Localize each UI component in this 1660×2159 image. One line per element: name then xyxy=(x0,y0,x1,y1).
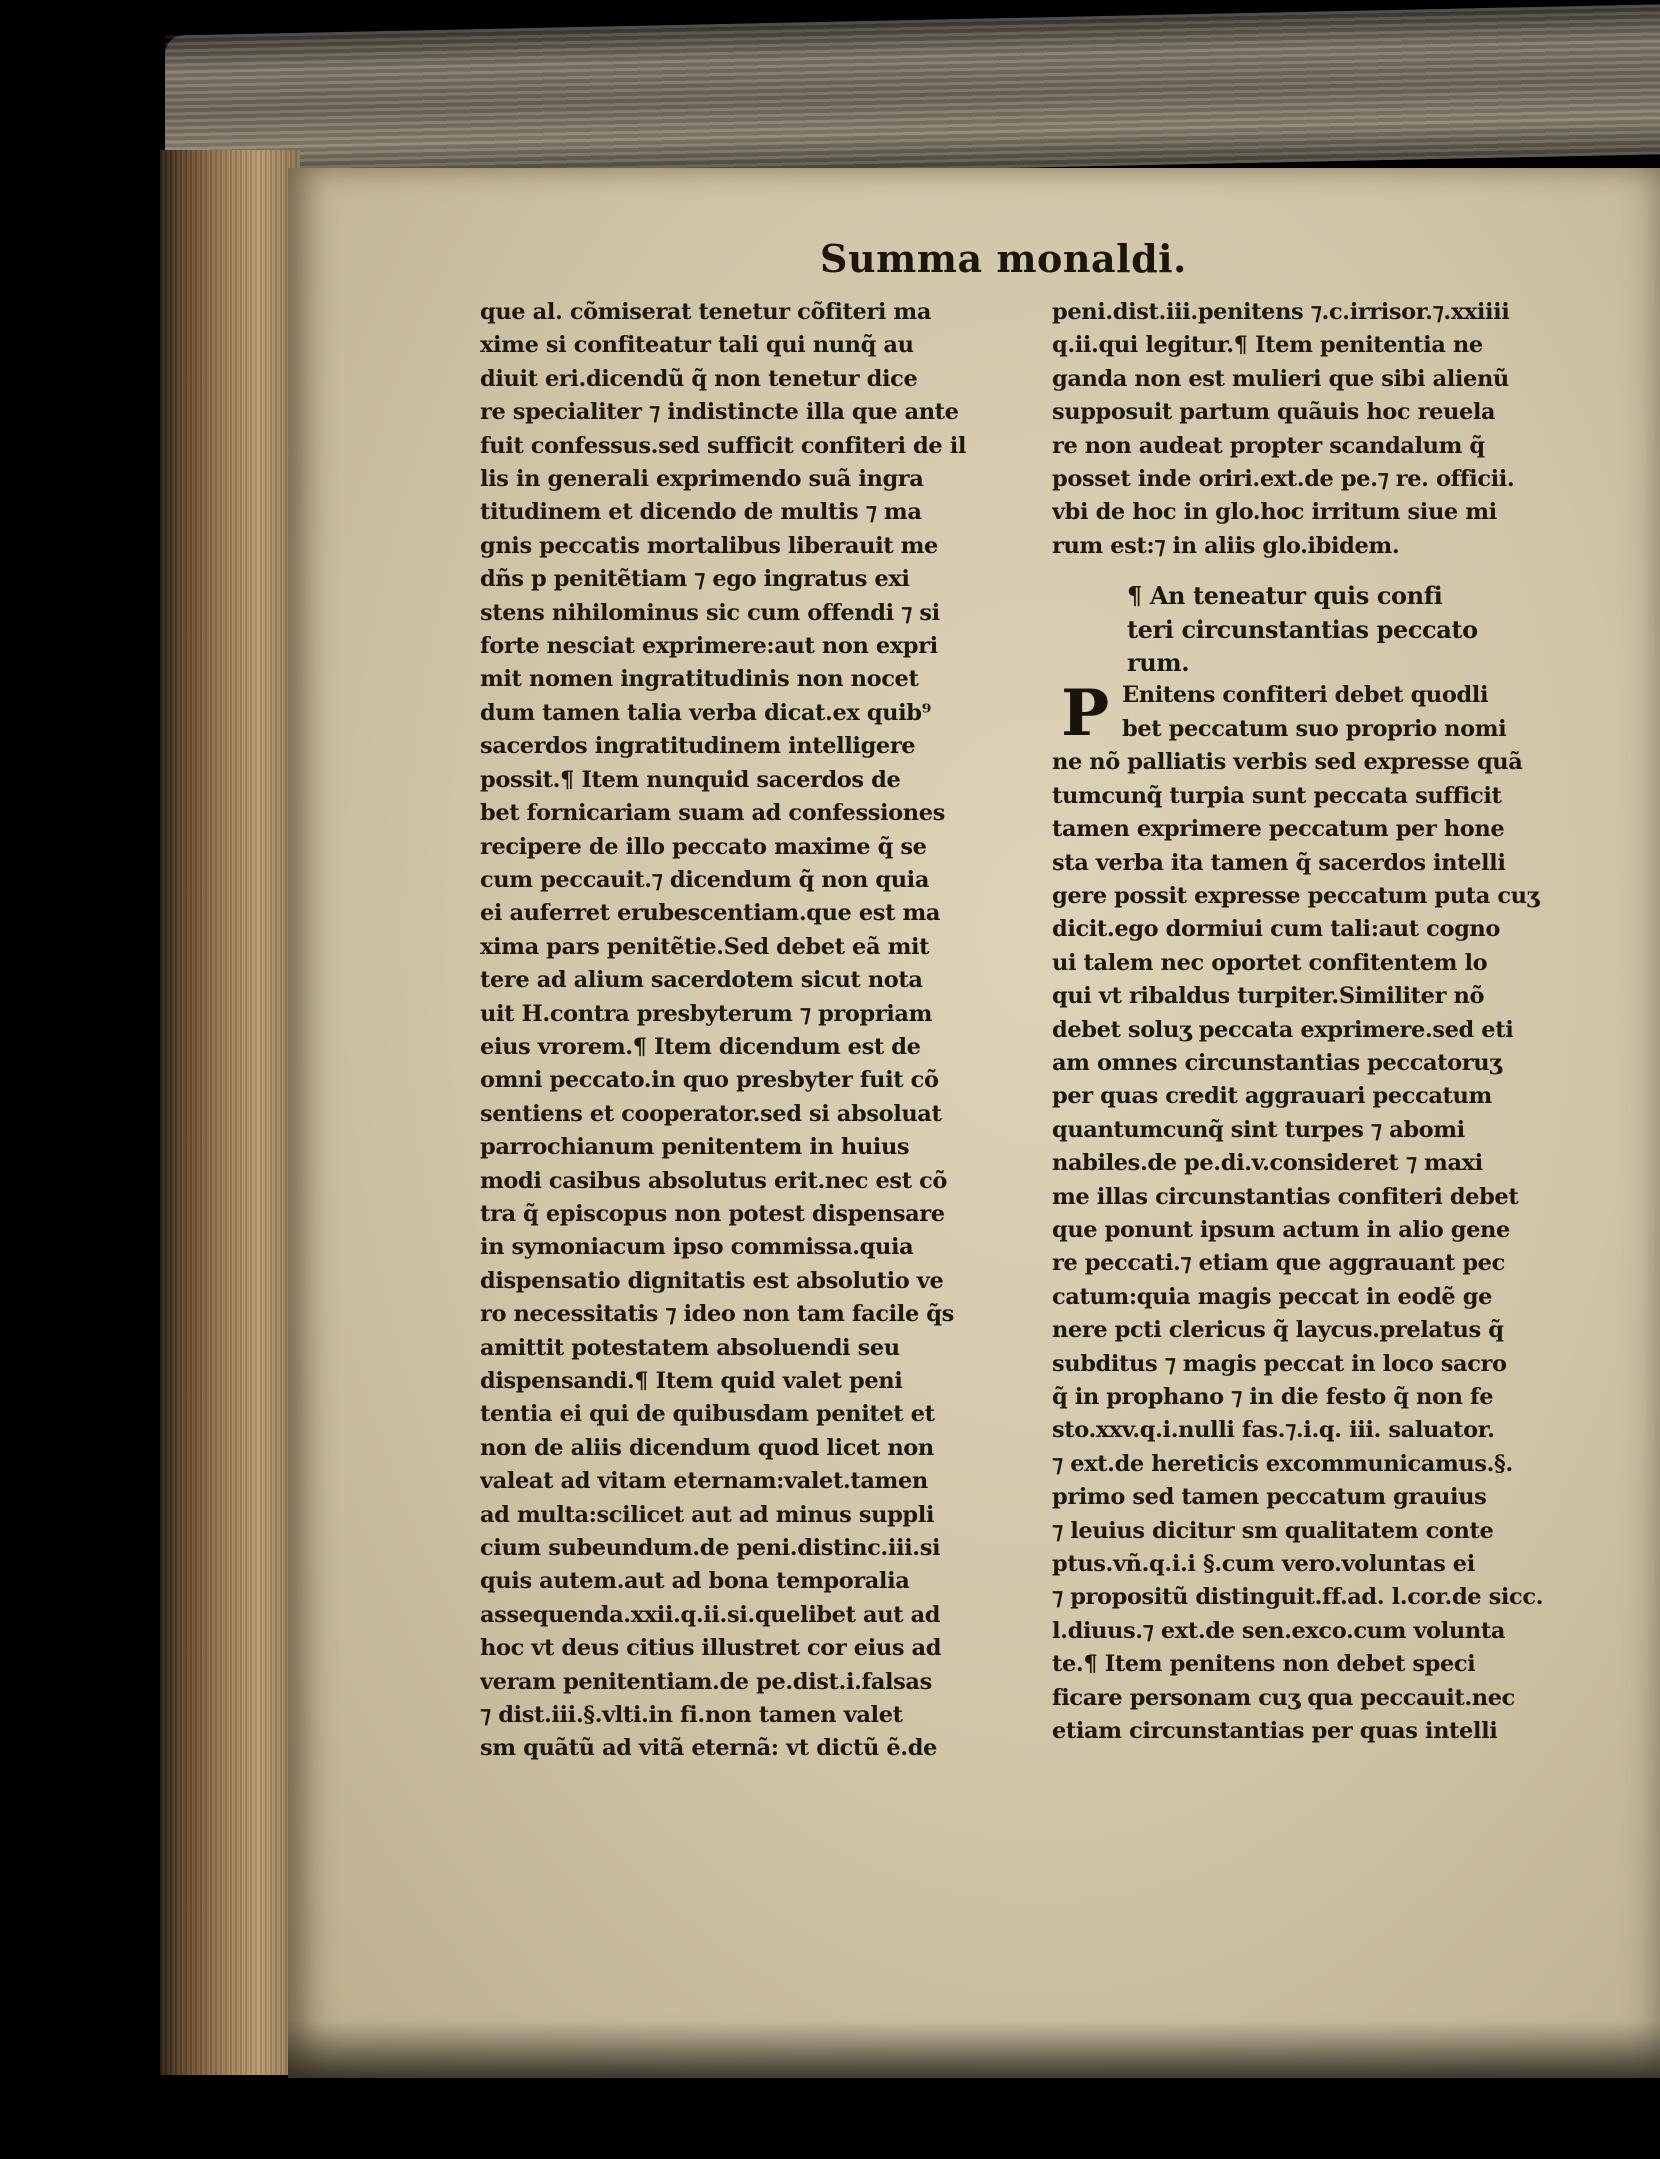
text-line: ad multa:scilicet aut ad minus suppli xyxy=(480,1501,935,1528)
text-line: per quas credit aggrauari peccatum xyxy=(1052,1083,1492,1110)
right-column-top-text xyxy=(1052,296,1597,563)
text-line: dum tamen talia verba dicat.ex quib⁹ xyxy=(480,699,932,726)
text-line: tamen exprimere peccatum per hone xyxy=(1052,816,1505,843)
section-heading xyxy=(1127,579,1597,679)
text-line: ptus.vñ.q.i.i §.cum vero.voluntas ei xyxy=(1052,1551,1475,1578)
text-line: q̃ in prophano ⁊ in die festo q̃ non fe xyxy=(1052,1384,1494,1410)
text-line: recipere de illo peccato maxime q̃ se xyxy=(480,833,927,860)
left-text-column xyxy=(480,296,1033,1766)
text-line: hoc vt deus citius illustret cor eius ad xyxy=(480,1635,942,1662)
running-head: Summa monaldi. xyxy=(820,236,1187,281)
text-line: in symoniacum ipso commissa.quia xyxy=(480,1234,914,1261)
text-line: supposuit partum quãuis hoc reuela xyxy=(1052,399,1496,426)
text-line: bet peccatum suo proprio nomi xyxy=(1122,715,1507,742)
text-line: teri circunstantias peccato xyxy=(1127,614,1478,644)
text-line: catum:quia magis peccat in eodẽ ge xyxy=(1052,1283,1493,1310)
text-line: cum peccauit.⁊ dicendum q̃ non quia xyxy=(480,866,930,893)
text-line: que ponunt ipsum actum in alio gene xyxy=(1052,1216,1510,1243)
text-line: titudinem et dicendo de multis ⁊ ma xyxy=(480,499,922,526)
drop-cap-initial: P xyxy=(1061,676,1109,752)
text-line: te.¶ Item penitens non debet speci xyxy=(1052,1651,1476,1678)
text-line: dispensatio dignitatis est absolutio ve xyxy=(480,1267,944,1294)
text-line: lis in generali exprimendo suã ingra xyxy=(480,466,924,493)
page-shadow xyxy=(288,2020,1660,2080)
text-line: bet fornicariam suam ad confessiones xyxy=(480,800,945,827)
text-line: rum est:⁊ in aliis glo.ibidem. xyxy=(1052,532,1400,559)
text-line: possit.¶ Item nunquid sacerdos de xyxy=(480,766,901,793)
text-line: stens nihilominus sic cum offendi ⁊ si xyxy=(480,599,940,626)
text-line: ei auferret erubescentiam.que est ma xyxy=(480,900,941,927)
text-line: ⁊ ext.de hereticis excommunicamus.§. xyxy=(1052,1450,1513,1477)
text-line: parrochianum penitentem in huius xyxy=(480,1134,910,1161)
text-line: q.ii.qui legitur.¶ Item penitentia ne xyxy=(1052,332,1483,359)
text-line: posset inde oriri.ext.de pe.⁊ re. officii. xyxy=(1052,466,1515,493)
text-line: mit nomen ingratitudinis non nocet xyxy=(480,666,919,693)
text-line: quis autem.aut ad bona temporalia xyxy=(480,1568,910,1595)
text-line: dñs p penitẽtiam ⁊ ego ingratus exi xyxy=(480,566,910,593)
text-line: tentia ei qui de quibusdam penitet et xyxy=(480,1401,935,1428)
text-line: eius vrorem.¶ Item dicendum est de xyxy=(480,1033,921,1060)
text-line: qui vt ribaldus turpiter.Similiter nõ xyxy=(1052,983,1485,1010)
text-line: dicit.ego dormiui cum tali:aut cogno xyxy=(1052,916,1500,943)
text-line: omni peccato.in quo presbyter fuit cõ xyxy=(480,1067,939,1094)
text-line: amittit potestatem absoluendi seu xyxy=(480,1334,900,1361)
text-line: ⁊ propositũ distinguit.ff.ad. l.cor.de sicc. xyxy=(1052,1584,1544,1611)
text-line: l.diuus.⁊ ext.de sen.exco.cum volunta xyxy=(1052,1617,1505,1644)
text-line: debet soluʒ peccata exprimere.sed eti xyxy=(1052,1016,1514,1043)
text-line: uit H.contra presbyterum ⁊ propriam xyxy=(480,1000,933,1027)
text-line: me illas circunstantias confiteri debet xyxy=(1052,1183,1519,1210)
book-top-edge xyxy=(165,4,1660,185)
text-line: assequenda.xxii.q.ii.si.quelibet aut ad xyxy=(480,1601,941,1628)
text-line: xime si confiteatur tali qui nunq̃ au xyxy=(480,332,914,359)
right-text-column xyxy=(1052,296,1597,1748)
text-line: ro necessitatis ⁊ ideo non tam facile q̃s xyxy=(480,1301,954,1328)
text-line: que al. cõmiserat tenetur cõfiteri ma xyxy=(480,299,932,325)
text-line: sm quãtũ ad vitã eternã: vt dictũ ẽ.de xyxy=(480,1735,937,1762)
text-line: primo sed tamen peccatum grauius xyxy=(1052,1484,1487,1511)
text-line: etiam circunstantias per quas intelli xyxy=(1052,1718,1498,1745)
text-line: tere ad alium sacerdotem sicut nota xyxy=(480,967,923,994)
text-line: nere pcti clericus q̃ laycus.prelatus q̃ xyxy=(1052,1317,1504,1344)
text-line: gere possit expresse peccatum puta cuʒ xyxy=(1052,882,1539,909)
text-line: re specialiter ⁊ indistincte illa que ante xyxy=(480,399,959,426)
text-line: cium subeundum.de peni.distinc.iii.si xyxy=(480,1535,941,1562)
text-line: ⁊ dist.iii.§.vlti.in fi.non tamen valet xyxy=(480,1702,903,1729)
text-line: veram penitentiam.de pe.dist.i.falsas xyxy=(480,1668,932,1695)
text-line: re non audeat propter scandalum q̃ xyxy=(1052,432,1485,459)
text-line: modi casibus absolutus erit.nec est cõ xyxy=(480,1167,948,1194)
text-line: ui talem nec oportet confitentem lo xyxy=(1052,949,1488,976)
text-line: quantumcunq̃ sint turpes ⁊ abomi xyxy=(1052,1116,1465,1143)
text-line: sacerdos ingratitudinem intelligere xyxy=(480,733,916,760)
text-line: forte nesciat exprimere:aut non expri xyxy=(480,633,938,660)
text-line: xima pars penitẽtie.Sed debet eã mit xyxy=(480,933,930,960)
text-line: Enitens confiteri debet quodli xyxy=(1122,682,1489,709)
text-line: rum. xyxy=(1127,648,1190,678)
text-line: tumcunq̃ turpia sunt peccata sufficit xyxy=(1052,782,1502,809)
text-line: nabiles.de pe.di.v.consideret ⁊ maxi xyxy=(1052,1150,1483,1177)
text-line: fuit confessus.sed sufficit confiteri de il xyxy=(480,432,967,459)
text-line: ganda non est mulieri que sibi alienũ xyxy=(1052,365,1509,392)
text-line: valeat ad vitam eternam:valet.tamen xyxy=(480,1468,928,1495)
text-line: non de aliis dicendum quod licet non xyxy=(480,1434,934,1461)
text-line: dispensandi.¶ Item quid valet peni xyxy=(480,1368,903,1394)
text-line: gnis peccatis mortalibus liberauit me xyxy=(480,532,938,559)
text-line: ne nõ palliatis verbis sed expresse quã xyxy=(1052,749,1523,776)
text-line: vbi de hoc in glo.hoc irritum siue mi xyxy=(1052,499,1497,526)
text-line: am omnes circunstantias peccatoruʒ xyxy=(1052,1049,1502,1076)
text-line: diuit eri.dicendũ q̃ non tenetur dice xyxy=(480,365,918,392)
text-line: re peccati.⁊ etiam que aggrauant pec xyxy=(1052,1250,1505,1277)
text-line: ficare personam cuʒ qua peccauit.nec xyxy=(1052,1684,1515,1711)
book-fore-edge xyxy=(160,150,300,2075)
text-line: subditus ⁊ magis peccat in loco sacro xyxy=(1052,1350,1507,1377)
text-line: ¶ An teneatur quis confi xyxy=(1127,581,1443,611)
text-line: sta verba ita tamen q̃ sacerdos intelli xyxy=(1052,849,1506,876)
text-line: tra q̃ episcopus non potest dispensare xyxy=(480,1200,945,1227)
text-line: ⁊ leuius dicitur sm qualitatem conte xyxy=(1052,1517,1494,1544)
text-line: peni.dist.iii.penitens ⁊.c.irrisor.⁊.xxiiii xyxy=(1052,299,1510,325)
text-line: sentiens et cooperator.sed si absoluat xyxy=(480,1100,942,1127)
right-column-body-text xyxy=(1052,676,1597,1748)
section-body xyxy=(1052,676,1597,1748)
text-line: sto.xxv.q.i.nulli fas.⁊.i.q. iii. saluator. xyxy=(1052,1417,1495,1444)
